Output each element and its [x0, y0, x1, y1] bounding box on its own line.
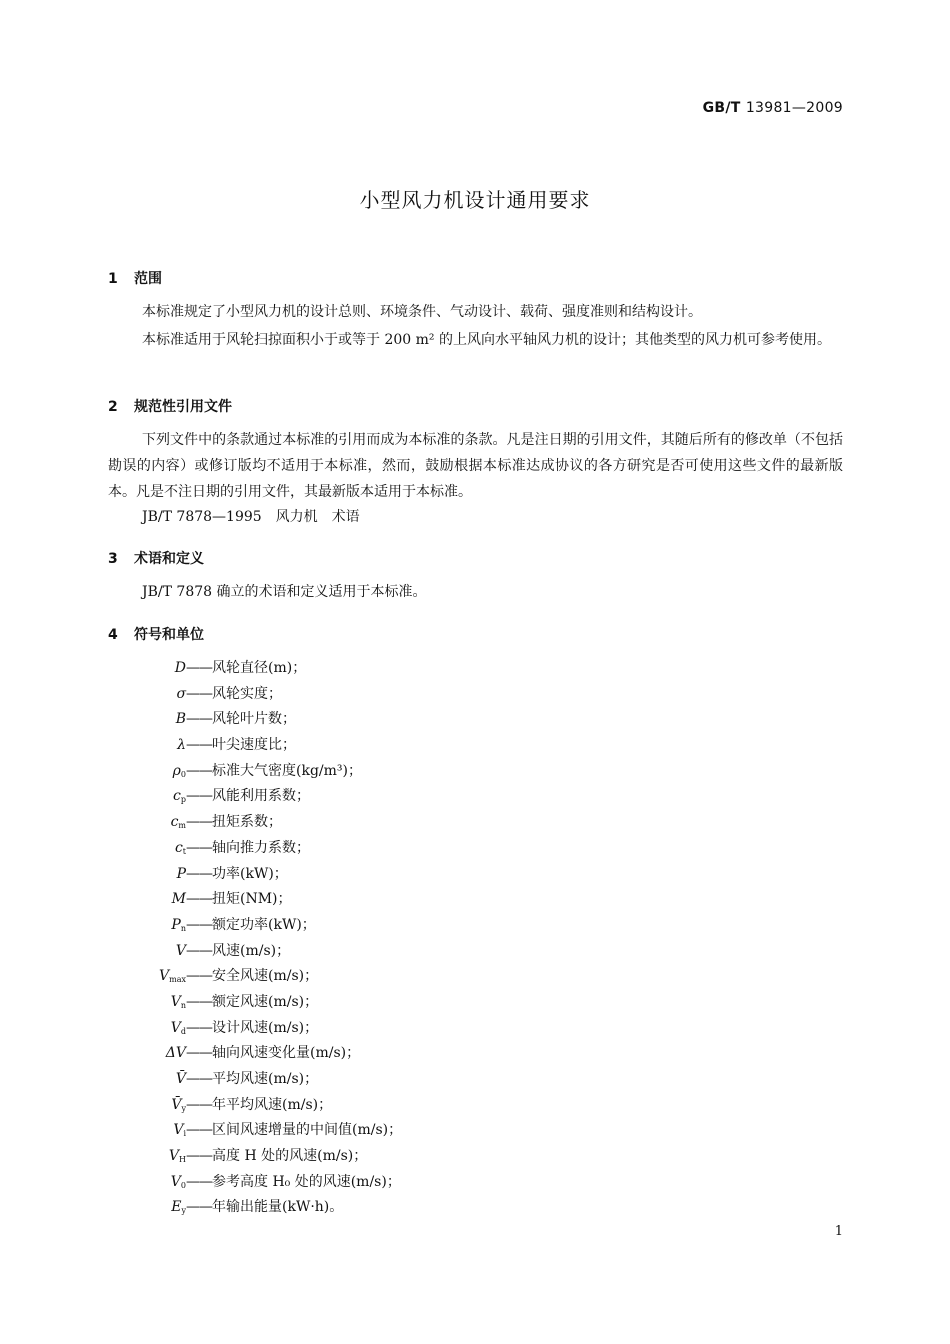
symbol-letter: V̄ [175, 1071, 186, 1087]
symbol-item [108, 989, 608, 1015]
symbol-letter: E [171, 1199, 182, 1216]
symbol-item [108, 1066, 608, 1092]
standard-prefix: GB/T [702, 100, 741, 116]
symbol-description: 额定功率(kW)； [212, 916, 316, 933]
symbol-description: 安全风速(m/s)； [212, 968, 319, 985]
section-1-heading [108, 268, 162, 288]
normative-reference: JB/T 7878—1995 风力机 术语 [142, 509, 360, 525]
symbol-letter: B [175, 711, 186, 728]
symbol-description: 标准大气密度(kg/m³)； [212, 762, 362, 779]
em-dash: —— [186, 839, 212, 856]
symbol-subscript: H [179, 1155, 186, 1165]
section-1-para-2: 本标准适用于风轮扫掠面积小于或等于 200 m² 的上风向水平轴风力机的设计；其他类型的风力机可参考使用。 [142, 332, 831, 348]
symbol-description: 功率(kW)； [212, 865, 288, 882]
em-dash: —— [186, 1019, 212, 1036]
symbol-item [108, 886, 608, 912]
symbol-description: 平均风速(m/s)； [212, 1071, 319, 1087]
em-dash: —— [186, 865, 212, 882]
symbol-item [108, 1015, 608, 1041]
symbol-item [108, 809, 608, 835]
document-title: 小型风力机设计通用要求 [359, 188, 591, 212]
symbol-description: 扭矩(NM)； [212, 891, 292, 908]
em-dash: —— [186, 1148, 212, 1165]
symbol-subscript: y [181, 1103, 186, 1113]
em-dash: —— [186, 891, 212, 908]
symbol-letter: V̄ [171, 1096, 182, 1113]
section-4-heading [108, 624, 204, 644]
symbol-letter: c [174, 839, 183, 856]
symbol-subscript: m [178, 821, 186, 831]
symbol-item [108, 681, 608, 707]
em-dash: —— [186, 814, 212, 831]
section-title: 术语和定义 [134, 551, 204, 567]
symbol-description: 高度 H 处的风速(m/s)； [212, 1148, 368, 1165]
section-number: 1 [108, 271, 118, 287]
symbol-letter: V [170, 993, 181, 1010]
em-dash: —— [186, 993, 212, 1010]
symbol-subscript: y [181, 1206, 186, 1216]
symbol-letter: V [159, 968, 170, 985]
symbol-list [108, 655, 608, 1220]
symbol-description: 区间风速增量的中间值(m/s)； [212, 1122, 403, 1139]
symbol-description: 风速(m/s)； [212, 942, 291, 959]
symbol-subscript: max [169, 975, 186, 985]
symbol-description: 年平均风速(m/s)； [212, 1096, 333, 1113]
symbol-description: 年输出能量(kW·h)。 [212, 1199, 344, 1216]
symbol-letter: c [170, 814, 179, 831]
section-2-para-1: 下列文件中的条款通过本标准的引用而成为本标准的条款。凡是注日期的引用文件，其随后所有的修改单（不包括勘误的内容）或修订版均不适用于本标准，然而，鼓励根据本标准达成协议的各方研究是否可使用这些文件的最新版本。凡是不注日期的引用文件，其最新版本适用于本标准。 [108, 432, 843, 500]
symbol-description: 叶尖速度比； [212, 737, 296, 754]
symbol-item [108, 1194, 608, 1220]
symbol-letter: ΔV [165, 1045, 186, 1062]
symbol-letter: ρ [172, 762, 181, 779]
em-dash: —— [186, 660, 212, 676]
symbol-item [108, 1143, 608, 1169]
symbol-description: 轴向风速变化量(m/s)； [212, 1045, 361, 1062]
section-title: 规范性引用文件 [134, 399, 232, 415]
symbol-item [108, 655, 608, 681]
symbol-subscript: t [182, 846, 186, 856]
symbol-item [108, 783, 608, 809]
symbol-description: 轴向推力系数； [212, 839, 310, 856]
symbol-description: 扭矩系数； [212, 814, 282, 831]
symbol-description: 风轮叶片数； [212, 711, 296, 728]
section-title: 符号和单位 [134, 627, 204, 643]
em-dash: —— [186, 1045, 212, 1062]
symbol-item [108, 732, 608, 758]
symbol-description: 参考高度 H₀ 处的风速(m/s)； [212, 1173, 401, 1190]
page-number: 1 [834, 1224, 843, 1239]
symbol-subscript: 0 [180, 1180, 186, 1190]
symbol-letter: V [170, 1019, 181, 1036]
section-number: 3 [108, 551, 118, 567]
symbol-letter: P [176, 865, 186, 882]
symbol-description: 风轮实度； [212, 685, 282, 702]
section-3-para-1: JB/T 7878 确立的术语和定义适用于本标准。 [142, 584, 427, 600]
symbol-item [108, 1117, 608, 1143]
em-dash: —— [186, 788, 212, 805]
em-dash: —— [186, 916, 212, 933]
symbol-letter: c [173, 788, 181, 805]
symbol-subscript: n [180, 923, 186, 933]
symbol [108, 1194, 186, 1224]
symbol-item [108, 1169, 608, 1195]
section-number: 4 [108, 627, 118, 643]
symbol-letter: P [171, 916, 181, 933]
em-dash: —— [186, 942, 212, 959]
symbol-letter: V [173, 1122, 184, 1139]
symbol-description: 风能利用系数； [212, 788, 310, 805]
em-dash: —— [186, 737, 212, 754]
symbol-letter: V [170, 1173, 181, 1190]
em-dash: —— [186, 1173, 212, 1190]
symbol-subscript: n [180, 1000, 186, 1010]
section-number: 2 [108, 399, 118, 415]
symbol-item [108, 861, 608, 887]
symbol-description: 额定风速(m/s)； [212, 993, 319, 1010]
em-dash: —— [186, 1071, 212, 1087]
em-dash: —— [186, 1096, 212, 1113]
em-dash: —— [186, 762, 212, 779]
symbol-letter: σ [176, 685, 186, 702]
symbol-item [108, 912, 608, 938]
symbol-item [108, 835, 608, 861]
symbol-letter: λ [177, 737, 186, 754]
symbol-item [108, 1040, 608, 1066]
em-dash: —— [186, 685, 212, 702]
em-dash: —— [186, 1199, 212, 1216]
symbol-item [108, 1092, 608, 1118]
symbol-description: 风轮直径(m)； [212, 660, 307, 676]
em-dash: —— [186, 1122, 212, 1139]
em-dash: —— [186, 711, 212, 728]
symbol-subscript: 0 [180, 769, 186, 779]
section-1-para-1: 本标准规定了小型风力机的设计总则、环境条件、气动设计、载荷、强度准则和结构设计。 [142, 304, 702, 320]
symbol-item [108, 706, 608, 732]
symbol-letter: M [171, 891, 186, 908]
symbol-letter: V [175, 942, 186, 959]
standard-code [703, 100, 843, 116]
symbol-item [108, 758, 608, 784]
em-dash: —— [186, 968, 212, 985]
symbol-subscript: i [183, 1129, 186, 1139]
section-title: 范围 [134, 271, 162, 287]
symbol-item [108, 938, 608, 964]
symbol-letter: D [174, 660, 186, 676]
symbol-item [108, 963, 608, 989]
symbol-description: 设计风速(m/s)； [212, 1019, 319, 1036]
symbol-subscript: d [180, 1026, 186, 1036]
symbol-letter: V [168, 1148, 180, 1165]
section-3-heading [108, 548, 204, 568]
section-2-heading [108, 396, 232, 416]
symbol-subscript: p [180, 795, 186, 805]
standard-number: 13981—2009 [745, 100, 843, 116]
